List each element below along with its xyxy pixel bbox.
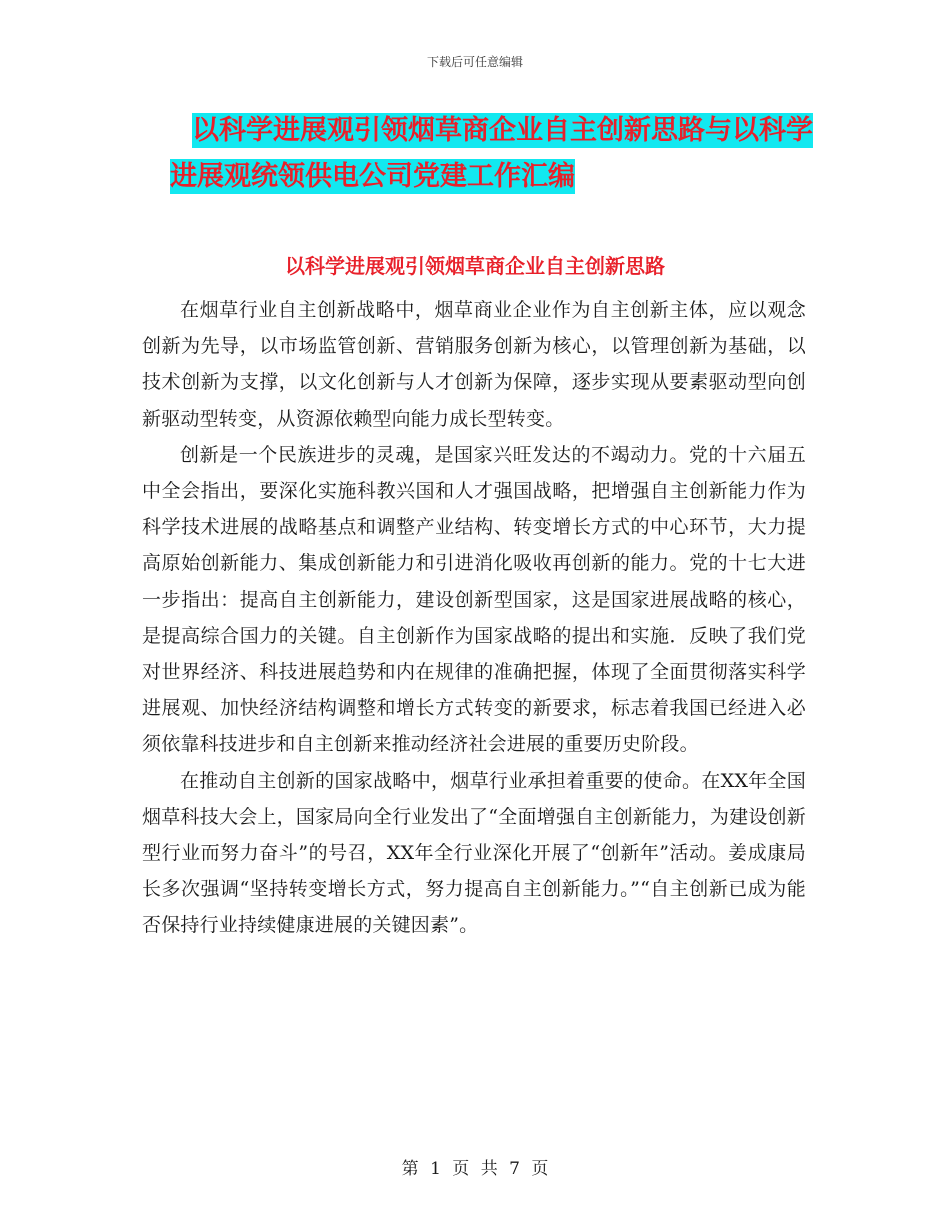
main-title-line-2-text: 进展观统领供电公司党建工作汇编: [170, 161, 575, 192]
body-text: [142, 292, 806, 944]
main-title-line-1-text: 以科学进展观引领烟草商企业自主创新思路与以科学: [192, 115, 813, 146]
main-title-line-2: [145, 154, 825, 200]
main-title: [145, 108, 825, 200]
main-title-line-1: [145, 108, 825, 154]
section-subtitle: 以科学进展观引领烟草商企业自主创新思路: [285, 254, 665, 278]
page-number-footer: 第 1 页 共 7 页: [401, 1159, 549, 1179]
header-note: 下载后可任意编辑: [426, 55, 523, 69]
paragraph: 创新是一个民族进步的灵魂，是国家兴旺发达的不竭动力。党的十六届五中全会指出，要深化实施科教兴国和人才强国战略，把增强自主创新能力作为科学技术进展的战略基点和调整产业结构、转变增长方式的中心环节，大力提高原始创新能力、集成创新能力和引进消化吸收再创新的能力。党的十七大进一步指出：提高自主创新能力，建设创新型国家，这是国家进展战略的核心，是提高综合国力的关键。自主创新作为国家战略的提出和实施．反映了我们党对世界经济、科技进展趋势和内在规律的准确把握，体现了全面贯彻落实科学进展观、加快经济结构调整和增长方式转变的新要求，标志着我国已经进入必须依靠科技进步和自主创新来推动经济社会进展的重要历史阶段。: [142, 443, 806, 756]
paragraph: 在推动自主创新的国家战略中，烟草行业承担着重要的使命。在XX年全国烟草科技大会上，国家局向全行业发出了“全面增强自主创新能力，为建设创新型行业而努力奋斗”的号召，XX年全行业深化开展了“创新年”活动。姜成康局长多次强调“坚持转变增长方式，努力提高自主创新能力。”“自主创新已成为能否保持行业持续健康进展的关键因素”。: [142, 769, 806, 937]
paragraph: 在烟草行业自主创新战略中，烟草商业企业作为自主创新主体，应以观念创新为先导，以市场监管创新、营销服务创新为核心，以管理创新为基础，以技术创新为支撑，以文化创新与人才创新为保障，逐步实现从要素驱动型向创新驱动型转变，从资源依赖型向能力成长型转变。: [142, 299, 806, 430]
